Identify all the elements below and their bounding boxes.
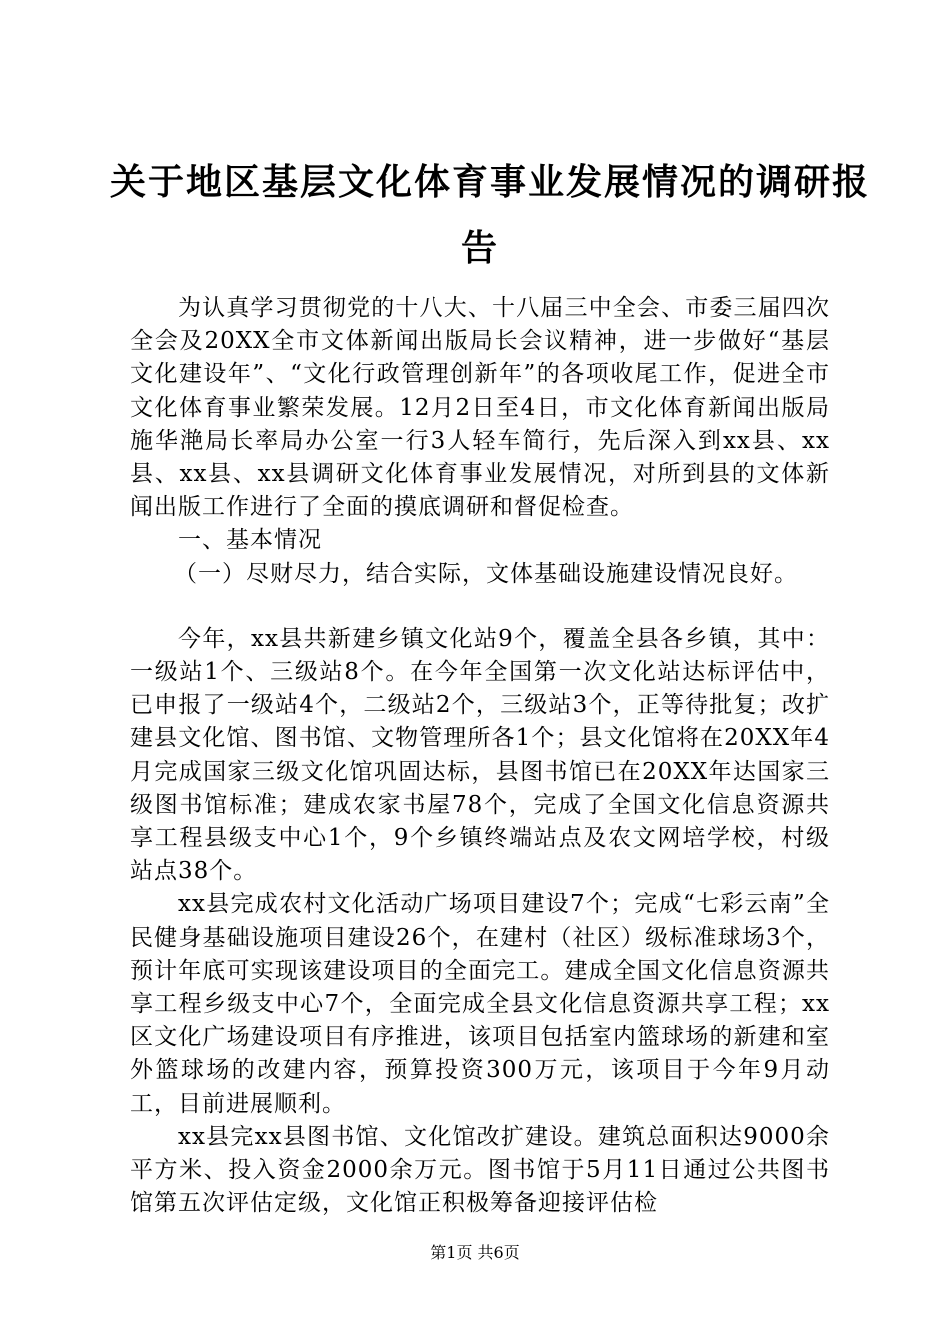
intro-paragraph: 为认真学习贯彻党的十八大、十八届三中全会、市委三届四次全会及20XX全市文体新闻出版局长会议精神，进一步做好“基层文化建设年”、“文化行政管理创新年”的各项收尾工作，促进全市文化体育事业繁荣发展。12月2日至4日，市文化体育新闻出版局施华滟局长率局办公室一行3人轻车简行，先后深入到xx县、xx县、xx县、xx县调研文化体育事业发展情况，对所到县的文体新闻出版工作进行了全面的摸底调研和督促检查。 xyxy=(130,295,830,521)
document-title xyxy=(110,150,871,282)
document-body xyxy=(130,292,830,1220)
body-paragraph-3: xx县完xx县图书馆、文化馆改扩建设。建筑总面积达9000余平方米、投入资金2000余万元。图书馆于5月11日通过公共图书馆第五次评估定级，文化馆正积极筹备迎接评估检 xyxy=(130,1123,830,1217)
body-paragraph-2: xx县完成农村文化活动广场项目建设7个；完成“七彩云南”全民健身基础设施项目建设26个，在建村（社区）级标准球场3个，预计年底可实现该建设项目的全面完工。建成全国文化信息资源共享工程乡级支中心7个，全面完成全县文化信息资源共享工程；xx区文化广场建设项目有序推进，该项目包括室内篮球场的新建和室外篮球场的改建内容，预算投资300万元，该项目于今年9月动工，目前进展顺利。 xyxy=(130,891,830,1117)
paragraph-gap xyxy=(130,591,830,623)
section-heading-basic-situation: 一、基本情况 xyxy=(178,527,322,554)
page-footer: 第1页 共6页 xyxy=(430,1243,520,1262)
title-line-1: 关于地区基层文化体育事业发展情况的调研报 xyxy=(110,162,871,203)
title-line-2: 告 xyxy=(460,228,499,269)
body-paragraph-1: 今年，xx县共新建乡镇文化站9个，覆盖全县各乡镇，其中：一级站1个、三级站8个。在今年全国第一次文化站达标评估中，已申报了一级站4个，二级站2个，三级站3个，正等待批复；改扩建县文化馆、图书馆、文物管理所各1个；县文化馆将在20XX年4月完成国家三级文化馆巩固达标，县图书馆已在20XX年达国家三级图书馆标准；建成农家书屋78个，完成了全国文化信息资源共享工程县级支中心1个，9个乡镇终端站点及农文网培学校，村级站点38个。 xyxy=(130,625,830,885)
subsection-heading-1: （一）尽财尽力，结合实际，文体基础设施建设情况良好。 xyxy=(174,560,798,587)
